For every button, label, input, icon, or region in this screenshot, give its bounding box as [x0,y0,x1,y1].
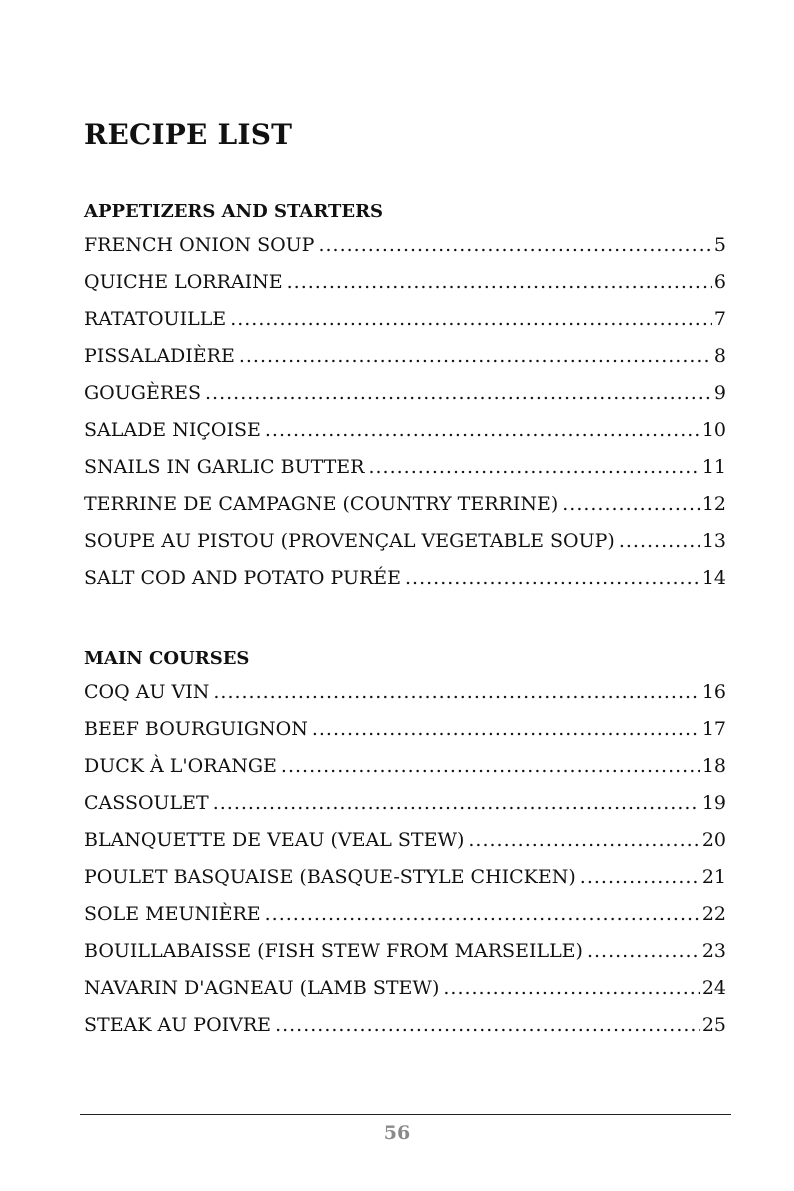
toc-entry-page-number: 12 [701,493,726,515]
dot-leader [318,227,711,264]
dot-leader [213,785,700,822]
toc-entry[interactable] [84,970,726,1007]
toc-entry[interactable] [84,301,726,338]
toc-entry[interactable] [84,748,726,785]
section-main-courses [84,644,726,1044]
toc-entry[interactable] [84,486,726,523]
toc-entry[interactable] [84,227,726,264]
toc-entry[interactable] [84,412,726,449]
toc-entry[interactable] [84,338,726,375]
toc-list [84,674,726,1044]
toc-entry-page-number: 10 [701,419,726,441]
toc-entry-page-number: 18 [701,755,726,777]
toc-entry[interactable] [84,523,726,560]
toc-list [84,227,726,597]
toc-entry-page-number: 5 [713,234,726,256]
dot-leader [619,523,700,560]
footer-divider [80,1114,731,1115]
section-appetizers [84,197,726,597]
dot-leader [405,560,700,597]
toc-entry-title: CASSOULET [84,792,209,814]
toc-entry-page-number: 19 [701,792,726,814]
toc-entry-page-number: 6 [713,271,726,293]
toc-entry-title: BEEF BOURGUIGNON [84,718,308,740]
toc-entry-title: SALADE NIÇOISE [84,419,261,441]
toc-entry-page-number: 11 [701,456,726,478]
toc-entry-page-number: 13 [701,530,726,552]
toc-entry[interactable] [84,711,726,748]
toc-entry-page-number: 16 [701,681,726,703]
toc-entry-title: RATATOUILLE [84,308,227,330]
dot-leader [239,338,712,375]
toc-entry-title: DUCK À L'ORANGE [84,755,277,777]
dot-leader [287,264,712,301]
toc-entry-page-number: 9 [713,382,726,404]
toc-entry-page-number: 20 [701,829,726,851]
dot-leader [468,822,699,859]
toc-entry-page-number: 24 [701,977,726,999]
section-heading: MAIN COURSES [84,648,250,669]
toc-entry[interactable] [84,560,726,597]
toc-entry[interactable] [84,449,726,486]
toc-entry-title: BOUILLABAISSE (FISH STEW FROM MARSEILLE) [84,940,583,962]
toc-entry-page-number: 21 [701,866,726,888]
toc-entry[interactable] [84,896,726,933]
page-title: RECIPE LIST [84,118,293,151]
toc-entry[interactable] [84,933,726,970]
toc-entry[interactable] [84,674,726,711]
dot-leader [265,896,700,933]
toc-entry-title: GOUGÈRES [84,382,202,404]
dot-leader [312,711,700,748]
dot-leader [587,933,700,970]
section-heading: APPETIZERS AND STARTERS [84,201,384,222]
dot-leader [562,486,700,523]
toc-entry-page-number: 8 [713,345,726,367]
toc-entry[interactable] [84,375,726,412]
toc-entry-title: PISSALADIÈRE [84,345,235,367]
toc-entry-title: QUICHE LORRAINE [84,271,283,293]
toc-entry-page-number: 14 [701,567,726,589]
toc-entry-page-number: 7 [713,308,726,330]
toc-entry[interactable] [84,264,726,301]
toc-entry-title: NAVARIN D'AGNEAU (LAMB STEW) [84,977,440,999]
dot-leader [281,748,700,785]
dot-leader [275,1007,700,1044]
toc-entry-page-number: 23 [701,940,726,962]
dot-leader [443,970,699,1007]
dot-leader [368,449,699,486]
toc-entry-title: POULET BASQUAISE (BASQUE-STYLE CHICKEN) [84,866,576,888]
toc-entry[interactable] [84,785,726,822]
toc-entry-page-number: 22 [701,903,726,925]
dot-leader [580,859,700,896]
toc-entry-title: SNAILS IN GARLIC BUTTER [84,456,365,478]
toc-entry[interactable] [84,1007,726,1044]
toc-entry-title: FRENCH ONION SOUP [84,234,315,256]
page-number: 56 [383,1122,411,1144]
toc-entry[interactable] [84,859,726,896]
toc-entry-title: STEAK AU POIVRE [84,1014,272,1036]
dot-leader [205,375,712,412]
toc-entry[interactable] [84,822,726,859]
dot-leader [213,674,699,711]
toc-entry-page-number: 25 [701,1014,726,1036]
dot-leader [265,412,700,449]
toc-entry-title: COQ AU VIN [84,681,210,703]
toc-entry-title: SOUPE AU PISTOU (PROVENÇAL VEGETABLE SOUP) [84,530,615,552]
toc-entry-title: SOLE MEUNIÈRE [84,903,261,925]
dot-leader [230,301,712,338]
toc-entry-title: TERRINE DE CAMPAGNE (COUNTRY TERRINE) [84,493,559,515]
toc-entry-title: SALT COD AND POTATO PURÉE [84,567,401,589]
toc-entry-title: BLANQUETTE DE VEAU (VEAL STEW) [84,829,465,851]
toc-entry-page-number: 17 [701,718,726,740]
